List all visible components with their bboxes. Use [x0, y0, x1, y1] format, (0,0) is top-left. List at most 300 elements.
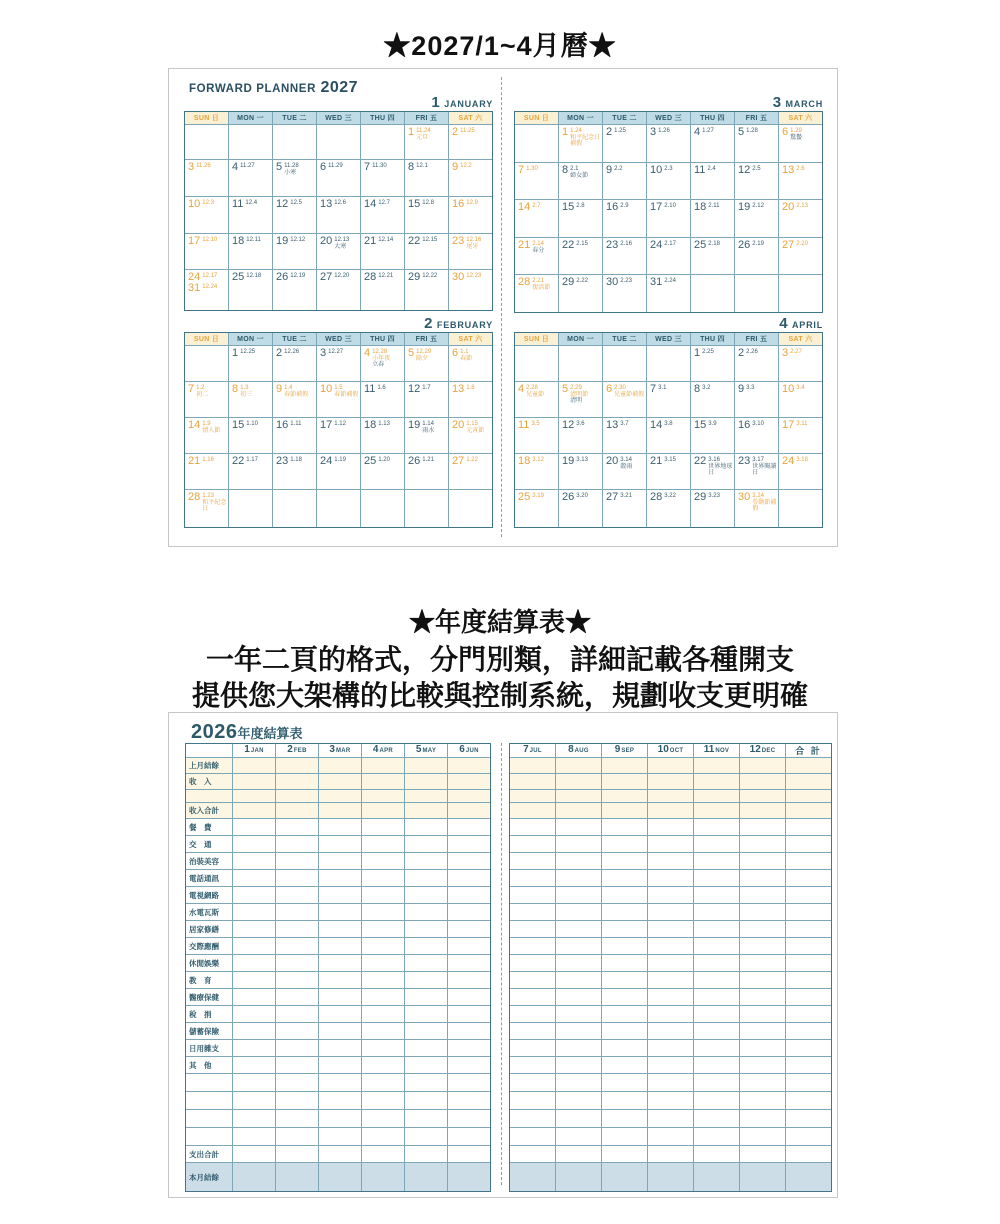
- lunar-date: 1.30: [526, 166, 538, 172]
- day-number: 4: [518, 383, 525, 395]
- settlement-cell: [510, 1092, 555, 1109]
- day-cell-empty: [647, 346, 690, 381]
- day-april-14: [647, 418, 690, 453]
- day-cell-empty: [779, 490, 822, 527]
- settlement-cell: [233, 853, 275, 869]
- day-march-23: [603, 238, 646, 274]
- month-number: 4: [779, 315, 788, 332]
- settlement-cell: [448, 1040, 490, 1056]
- settlement-cell: [556, 887, 601, 903]
- weekday-header-fri: FRI 五: [735, 112, 778, 124]
- day-row: [364, 384, 403, 395]
- day-notes: [460, 356, 472, 363]
- settlement-cell: [362, 1040, 404, 1056]
- settlement-cell: [233, 803, 275, 818]
- settlement-cell: [405, 1146, 447, 1162]
- day-march-3: [647, 125, 690, 162]
- lunar-date: 2.10: [664, 203, 676, 209]
- settlement-cell: [233, 758, 275, 773]
- settlement-cell: [276, 853, 318, 869]
- day-march-29: [559, 275, 602, 312]
- settlement-table-image: [168, 712, 838, 1198]
- settlement-cell: [694, 870, 739, 886]
- day-info: [422, 237, 437, 244]
- lunar-date: 12.26: [284, 349, 300, 355]
- day-row: [364, 272, 403, 283]
- calendar-grid: [184, 332, 493, 528]
- settlement-cell: [233, 955, 275, 971]
- day-info: [328, 349, 343, 356]
- planner-brand-name: FORWARD PLANNER: [189, 83, 316, 95]
- day-row: [782, 127, 821, 141]
- day-january-10: [185, 197, 228, 233]
- settlement-cell: [233, 921, 275, 937]
- settlement-cell: [362, 819, 404, 835]
- settlement-cell: [319, 989, 361, 1005]
- settlement-cell: [786, 1110, 831, 1127]
- day-january-21: [361, 234, 404, 269]
- lunar-date: 3.2: [702, 385, 711, 391]
- settlement-cell: [510, 758, 555, 773]
- day-number: 27: [782, 239, 795, 251]
- lunar-date: 11.24: [416, 128, 431, 134]
- day-january-1: [405, 125, 448, 159]
- month-header-name: JUN: [465, 748, 479, 754]
- day-note: 婦女節: [570, 172, 589, 179]
- lunar-date: 1.21: [422, 457, 434, 463]
- settlement-cell: [786, 774, 831, 789]
- day-row: [738, 348, 777, 359]
- lunar-date: 2.19: [752, 241, 764, 247]
- day-info: [620, 421, 628, 428]
- settlement-cell: [276, 803, 318, 818]
- settlement-cell: [448, 955, 490, 971]
- day-number: 30: [738, 491, 751, 503]
- day-number: 21: [650, 455, 663, 467]
- day-info: [334, 385, 358, 398]
- day-number: 22: [408, 235, 421, 247]
- settlement-cell: [319, 1023, 361, 1039]
- day-notes: [240, 392, 252, 399]
- day-february-5: [405, 346, 448, 381]
- lunar-date: 1.15: [466, 421, 478, 427]
- settlement-cell: [405, 1128, 447, 1145]
- day-note: 情人節: [202, 427, 221, 434]
- day-number: 5: [408, 347, 415, 359]
- day-april-7: [647, 382, 690, 417]
- day-row: [518, 420, 557, 431]
- month-header-number: 10: [657, 744, 669, 755]
- lunar-date: 2.16: [620, 241, 632, 247]
- day-number: 6: [320, 161, 327, 173]
- day-april-2: [735, 346, 778, 381]
- month-number: 1: [431, 94, 440, 111]
- weekday-header-fri: FRI 五: [405, 333, 448, 345]
- day-row-overflow: [188, 283, 227, 294]
- settlement-cell: [448, 1128, 490, 1145]
- day-note: 元宵節: [466, 427, 485, 434]
- settlement-cell: [786, 836, 831, 852]
- settlement-cell: [602, 938, 647, 954]
- day-row: [518, 456, 557, 467]
- day-note: 除夕: [416, 355, 429, 362]
- settlement-cell: [602, 1110, 647, 1127]
- settlement-cell: [694, 836, 739, 852]
- day-info: [796, 241, 808, 248]
- day-march-28: [515, 275, 558, 312]
- lunar-date: 12.23: [466, 273, 482, 279]
- settlement-cell: [510, 1163, 555, 1191]
- settlement-cell: [405, 758, 447, 773]
- day-january-8: [405, 160, 448, 196]
- settlement-row-label: 日用雜支: [186, 1040, 232, 1056]
- weekday-header-wed: WED 三: [317, 112, 360, 124]
- lunar-date: 2.9: [620, 203, 629, 209]
- weekday-header-thu: THU 四: [691, 333, 734, 345]
- lunar-date: 3.7: [620, 421, 629, 427]
- settlement-cell: [786, 921, 831, 937]
- settlement-cell: [786, 955, 831, 971]
- settlement-cell: [319, 887, 361, 903]
- day-april-30: [735, 490, 778, 527]
- lunar-date: 2.30: [614, 385, 626, 391]
- day-number: 1: [694, 347, 701, 359]
- settlement-cell: [694, 774, 739, 789]
- settlement-cell: [694, 989, 739, 1005]
- day-march-13: [779, 163, 822, 199]
- day-april-5: [559, 382, 602, 417]
- day-row: [562, 127, 601, 148]
- day-number: 22: [694, 455, 707, 467]
- day-number: 14: [188, 419, 201, 431]
- day-note: 兒童節: [526, 391, 545, 398]
- settlement-cell: [233, 1110, 275, 1127]
- day-info: [202, 200, 214, 207]
- settlement-cell: [786, 972, 831, 988]
- settlement-cell: [276, 1057, 318, 1073]
- lunar-date: 2.26: [746, 349, 758, 355]
- settlement-cell: [648, 803, 693, 818]
- day-row: [738, 420, 777, 431]
- day-march-5: [735, 125, 778, 162]
- lunar-date: 3.23: [708, 493, 720, 499]
- day-info: [290, 457, 302, 464]
- lunar-date: 1.19: [334, 457, 346, 463]
- day-february-12: [405, 382, 448, 417]
- settlement-cell: [556, 1006, 601, 1022]
- day-march-18: [691, 200, 734, 237]
- day-info: [658, 385, 666, 392]
- calendar-grid: [514, 332, 823, 528]
- settlement-cell: [786, 1092, 831, 1109]
- settlement-cell: [233, 1092, 275, 1109]
- day-number: 29: [408, 271, 421, 283]
- day-number: 21: [518, 239, 531, 251]
- month-header-number: 5: [415, 744, 422, 755]
- day-row: [782, 456, 821, 467]
- lunar-date: 12.29: [416, 349, 432, 355]
- day-info: [416, 128, 431, 141]
- settlement-row-label-empty: [186, 1128, 232, 1145]
- settlement-row-label: 本月結餘: [186, 1163, 232, 1191]
- day-february-23: [273, 454, 316, 489]
- settlement-cell: [740, 1040, 785, 1056]
- lunar-date: 1.9: [202, 421, 211, 427]
- day-info: [290, 200, 302, 207]
- settlement-cell: [276, 904, 318, 920]
- day-number: 18: [364, 419, 377, 431]
- day-cell-empty: [361, 490, 404, 527]
- day-number: 18: [232, 235, 245, 247]
- settlement-row-label: 醫療保健: [186, 989, 232, 1005]
- settlement-cell: [556, 853, 601, 869]
- settlement-cell: [602, 819, 647, 835]
- settlement-cell: [405, 904, 447, 920]
- day-february-27: [449, 454, 492, 489]
- settlement-cell: [510, 887, 555, 903]
- day-row: [320, 272, 359, 283]
- day-row: [694, 202, 733, 213]
- lunar-date: 3.1: [658, 385, 667, 391]
- day-march-30: [603, 275, 646, 312]
- weekday-header-sat: SAT 六: [779, 333, 822, 345]
- day-january-20: [317, 234, 360, 269]
- day-note: 清明: [570, 398, 583, 404]
- day-info: [422, 200, 434, 207]
- settlement-cell: [740, 1092, 785, 1109]
- day-april-6: [603, 382, 646, 417]
- day-number: 7: [518, 164, 525, 176]
- settlement-cell: [405, 870, 447, 886]
- day-notes: [196, 392, 208, 399]
- day-number: 30: [452, 271, 465, 283]
- settlement-month-header-apr: [362, 744, 404, 757]
- day-number: 28: [188, 491, 201, 503]
- lunar-date: 12.6: [334, 200, 346, 206]
- day-march-24: [647, 238, 690, 274]
- day-number: 13: [452, 383, 465, 395]
- settlement-cell: [448, 870, 490, 886]
- settlement-cell: [405, 853, 447, 869]
- day-march-10: [647, 163, 690, 199]
- settlement-cell: [319, 1163, 361, 1191]
- lunar-date: 1.13: [378, 421, 390, 427]
- settlement-cell: [510, 853, 555, 869]
- lunar-date: 12.10: [202, 237, 218, 243]
- day-march-12: [735, 163, 778, 199]
- settlement-cell: [405, 955, 447, 971]
- day-january-9: [449, 160, 492, 196]
- settlement-cell: [694, 803, 739, 818]
- day-row: [782, 165, 821, 176]
- settlement-month-header-dec: [740, 744, 785, 757]
- day-april-4: [515, 382, 558, 417]
- day-info: [196, 163, 211, 170]
- settlement-cell: [510, 774, 555, 789]
- day-note: 世界閱讀日: [752, 463, 777, 476]
- settlement-cell: [319, 819, 361, 835]
- month-header-number: 12: [749, 744, 761, 755]
- month-header-name: SEP: [621, 748, 635, 754]
- day-april-24: [779, 454, 822, 489]
- day-notes: [708, 464, 733, 477]
- day-number: 9: [606, 164, 613, 176]
- day-number: 13: [320, 198, 333, 210]
- day-number: 26: [276, 271, 289, 283]
- day-row: [408, 456, 447, 467]
- day-row: [562, 420, 601, 431]
- day-info: [614, 166, 622, 173]
- lunar-date: 2.24: [664, 278, 676, 284]
- lunar-date: 12.17: [202, 273, 218, 279]
- settlement-cell: [510, 790, 555, 802]
- lunar-date: 1.28: [746, 128, 758, 134]
- settlement-cell: [276, 790, 318, 802]
- month-calendar-january: [184, 96, 493, 311]
- day-number: 26: [562, 491, 575, 503]
- day-note: 小寒: [284, 169, 297, 176]
- month-number: 3: [772, 94, 782, 111]
- day-february-11: [361, 382, 404, 417]
- day-number: 28: [518, 276, 531, 288]
- day-number: 12: [276, 198, 289, 210]
- settlement-cell: [556, 1092, 601, 1109]
- settlement-cell: [319, 1092, 361, 1109]
- settlement-cell: [648, 904, 693, 920]
- day-number: 11: [694, 164, 706, 176]
- day-cell-empty: [779, 275, 822, 312]
- lunar-date: 1.22: [466, 457, 478, 463]
- settlement-cell: [276, 1074, 318, 1091]
- settlement-cell: [786, 1040, 831, 1056]
- settlement-cell: [602, 1163, 647, 1191]
- lunar-date: 1.2: [196, 385, 205, 391]
- day-info: [707, 166, 715, 173]
- calendar-grid: [514, 111, 823, 313]
- month-header-name: AUG: [574, 748, 589, 754]
- settlement-cell: [786, 819, 831, 835]
- settlement-cell: [405, 1074, 447, 1091]
- settlement-cell: [648, 790, 693, 802]
- summary-description-line1: 一年二頁的格式，分門別類，詳細記載各種開支: [205, 644, 794, 675]
- day-row: [276, 272, 315, 283]
- day-info: [664, 421, 672, 428]
- month-label: [184, 96, 493, 110]
- settlement-cell: [648, 1057, 693, 1073]
- month-header-number: 1: [244, 744, 250, 755]
- day-number: 26: [408, 455, 421, 467]
- day-number: 14: [650, 419, 663, 431]
- day-number: 3: [650, 126, 657, 138]
- settlement-cell: [556, 938, 601, 954]
- lunar-date: 1.27: [702, 128, 714, 134]
- day-april-11: [515, 418, 558, 453]
- settlement-cell: [694, 1092, 739, 1109]
- lunar-date: 3.24: [752, 493, 764, 499]
- settlement-cell: [648, 1146, 693, 1162]
- day-notes: [752, 500, 777, 513]
- settlement-cell: [233, 1128, 275, 1145]
- day-info: [752, 493, 777, 513]
- settlement-month-header-jun: [448, 744, 490, 757]
- settlement-cell: [602, 921, 647, 937]
- day-info: [290, 273, 305, 280]
- day-row: [452, 348, 491, 362]
- day-february-10: [317, 382, 360, 417]
- month-header-name: JAN: [250, 748, 264, 754]
- day-info: [466, 273, 481, 280]
- settlement-cell: [448, 972, 490, 988]
- lunar-date: 11.25: [460, 128, 475, 134]
- day-row: [232, 272, 271, 283]
- lunar-date: 1.6: [377, 385, 386, 391]
- lunar-date: 1.4: [284, 385, 293, 391]
- settlement-row-label: 支出合計: [186, 1146, 232, 1162]
- day-cell-empty: [603, 346, 646, 381]
- settlement-cell: [319, 1040, 361, 1056]
- day-number: 25: [364, 455, 377, 467]
- settlement-cell: [319, 870, 361, 886]
- settlement-cell: [405, 836, 447, 852]
- page-spine-divider: [501, 743, 502, 1185]
- settlement-title: [191, 721, 303, 744]
- day-row: [562, 492, 601, 503]
- settlement-cell: [648, 921, 693, 937]
- day-row: [606, 127, 645, 138]
- settlement-cell: [233, 1146, 275, 1162]
- settlement-cell: [448, 921, 490, 937]
- settlement-cell: [362, 1057, 404, 1073]
- settlement-cell: [362, 853, 404, 869]
- day-number: 10: [650, 164, 663, 176]
- settlement-cell: [786, 989, 831, 1005]
- day-row: [606, 420, 645, 431]
- day-number: 29: [562, 276, 575, 288]
- day-january-18: [229, 234, 272, 269]
- settlement-cell: [602, 989, 647, 1005]
- settlement-cell: [786, 1128, 831, 1145]
- day-april-13: [603, 418, 646, 453]
- day-number: 8: [694, 383, 701, 395]
- settlement-row-label: 收入合計: [186, 803, 232, 818]
- settlement-cell: [362, 1146, 404, 1162]
- settlement-cell: [448, 758, 490, 773]
- settlement-cell: [319, 1074, 361, 1091]
- lunar-date: 2.14: [532, 241, 544, 247]
- day-info: [202, 457, 214, 464]
- day-number: 12: [562, 419, 575, 431]
- settlement-cell: [510, 1110, 555, 1127]
- day-cell-empty: [735, 275, 778, 312]
- lunar-date: 1.29: [790, 128, 802, 134]
- day-march-11: [691, 163, 734, 199]
- settlement-cell: [556, 1074, 601, 1091]
- day-row: [320, 162, 359, 173]
- day-number: 9: [452, 161, 459, 173]
- day-info: [422, 273, 437, 280]
- settlement-cell: [448, 774, 490, 789]
- settlement-cell: [510, 1146, 555, 1162]
- day-january-16: [449, 197, 492, 233]
- day-number: 15: [408, 198, 421, 210]
- day-info: [664, 493, 676, 500]
- settlement-cell: [556, 790, 601, 802]
- settlement-cell: [362, 758, 404, 773]
- day-info: [576, 421, 584, 428]
- day-number: 18: [694, 201, 707, 213]
- day-info: [240, 349, 255, 356]
- day-info: [196, 385, 208, 398]
